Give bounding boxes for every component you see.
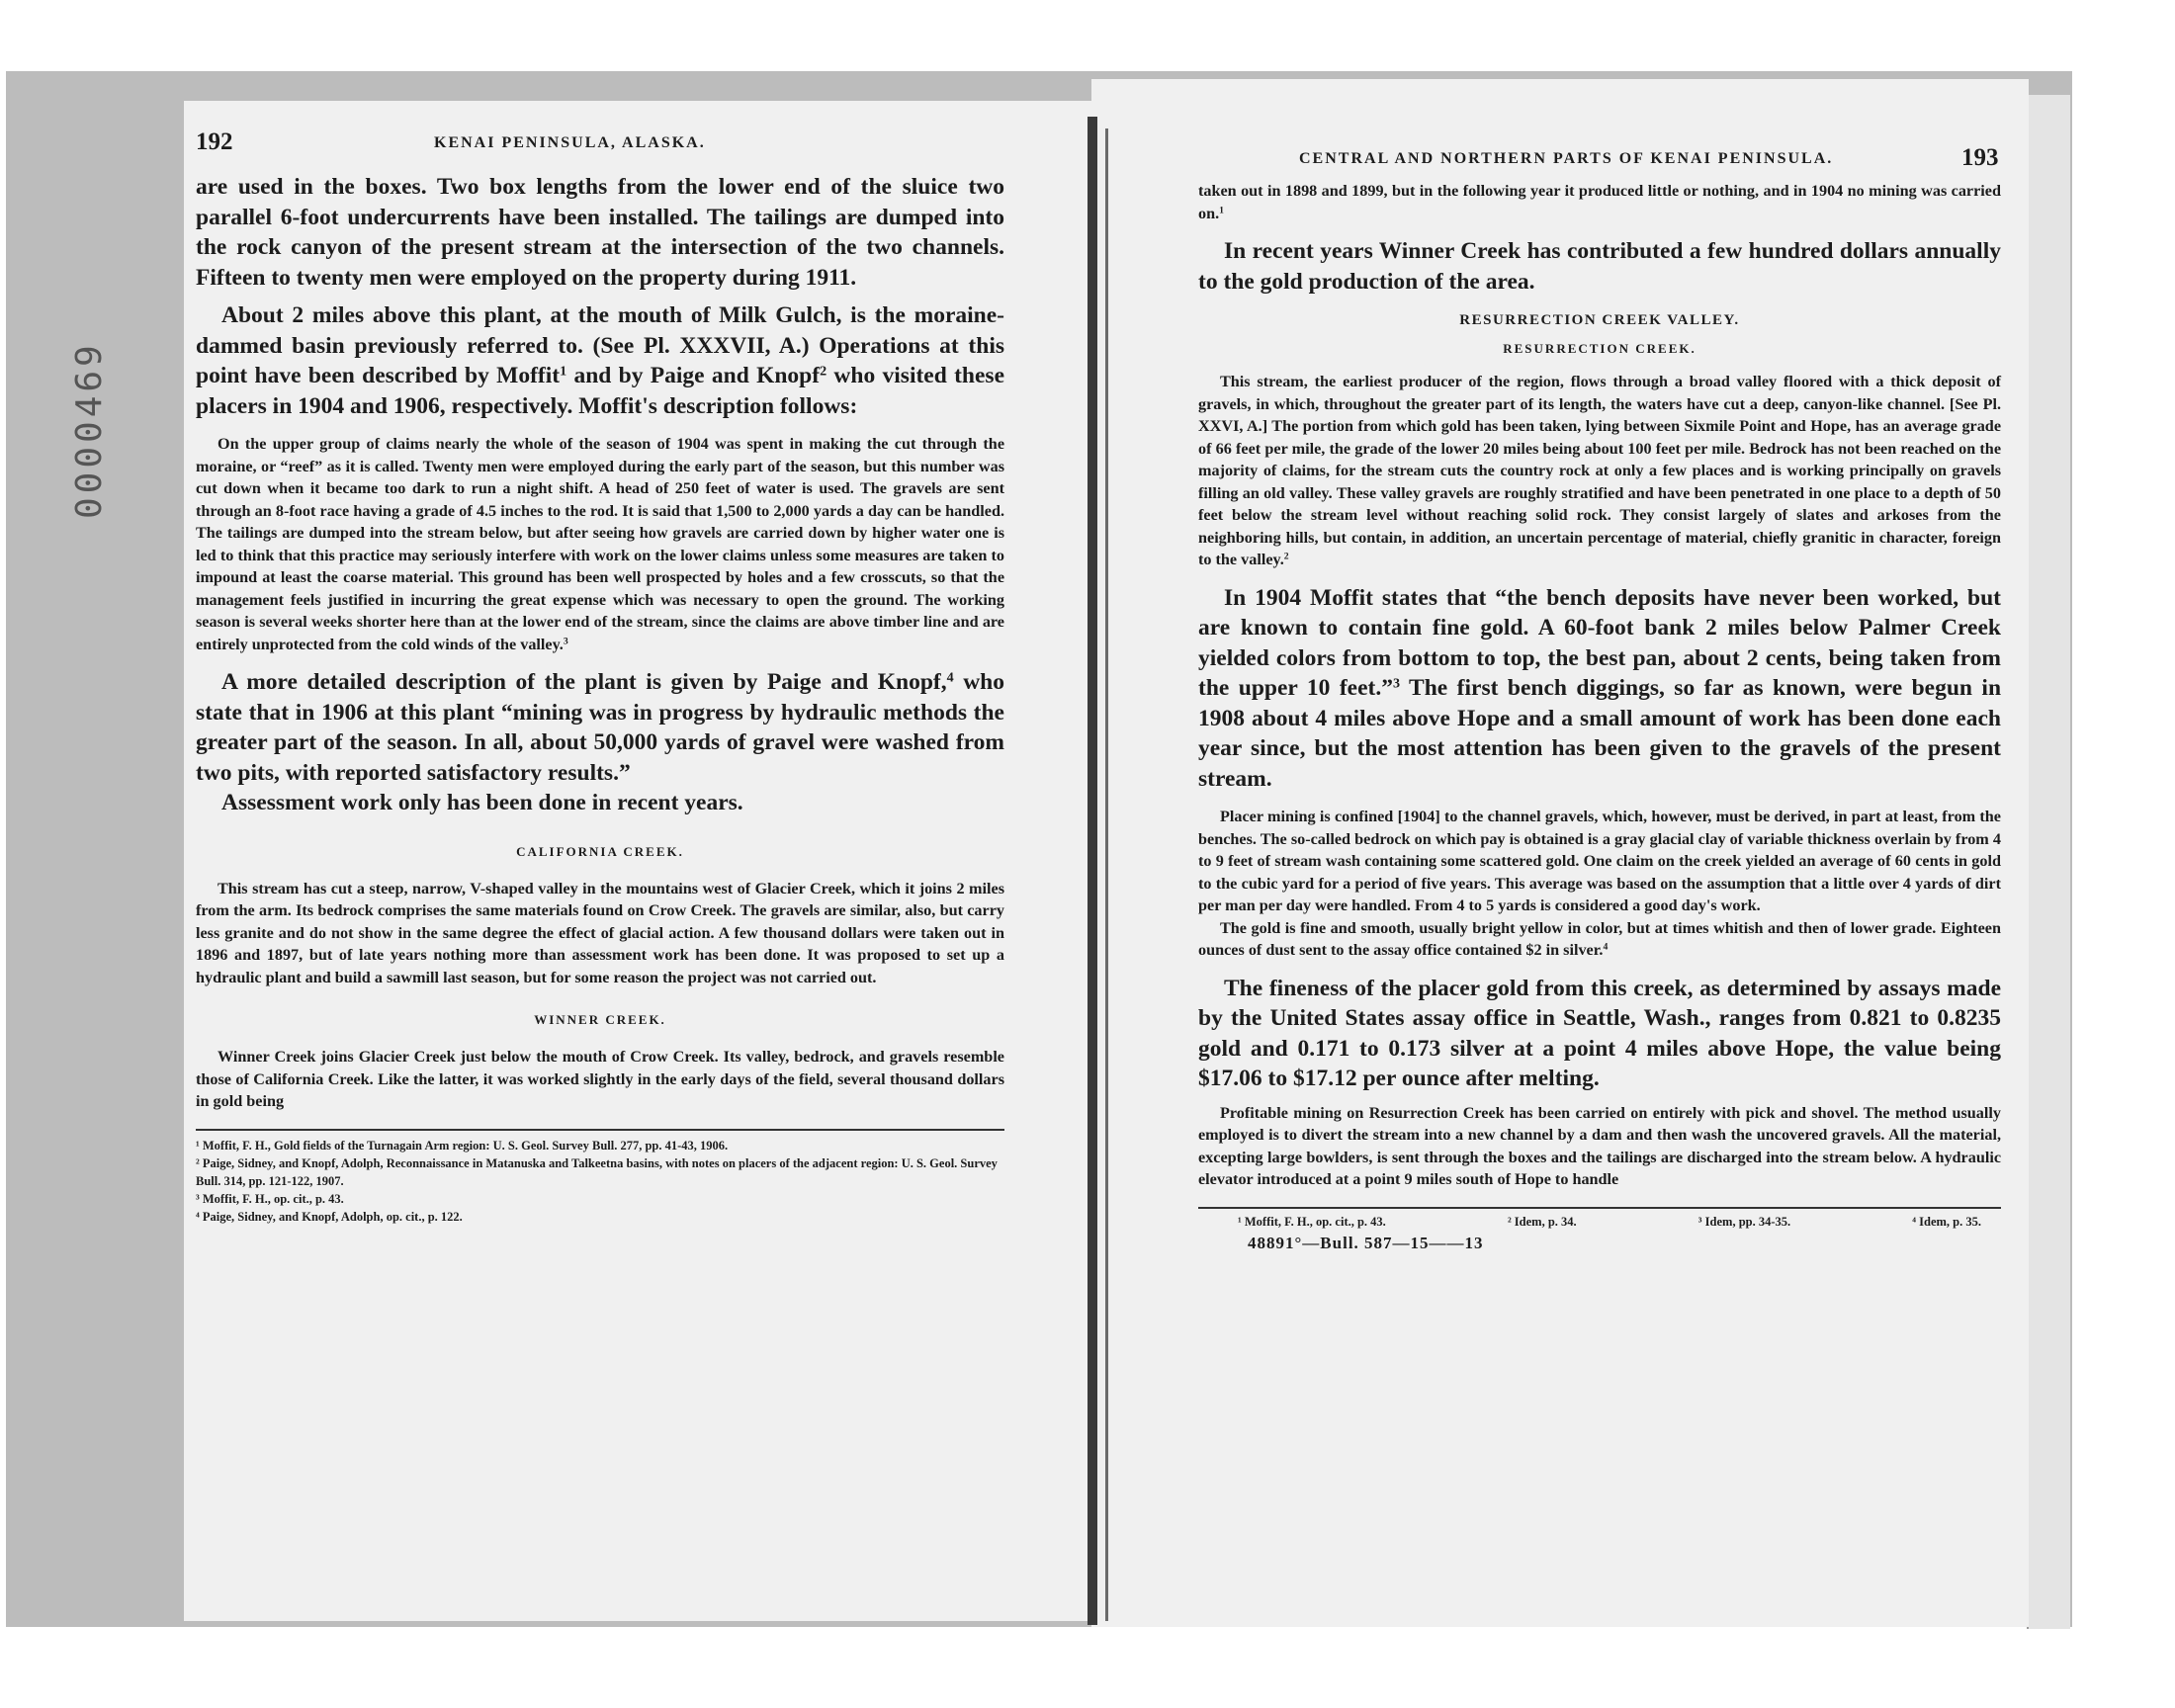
signature-line: 48891°—Bull. 587—15——13 [1248, 1233, 1484, 1252]
running-head-right: CENTRAL AND NORTHERN PARTS OF KENAI PENINSULA. [1299, 150, 1834, 167]
footnote-mark: 4 [946, 669, 954, 686]
paragraph-part: About 2 miles above this plant, at the mouth of Milk Gulch, is the moraine-dammed basin previously referred to. (See Pl. XXXVII, A.) Operations at this point have been described by Moffit [196, 302, 1004, 388]
right-text-column [1198, 180, 2001, 1253]
footnote: ¹ Moffit, F. H., op. cit., p. 43. [1238, 1214, 1386, 1229]
quote-text: On the upper group of claims nearly the whole of the season of 1904 was spent in making the cut through the moraine, or “reef” as it is called. Twenty men were employed during the early part of the season, but this number was cut down when it became too dark to run a night shift. A head of 250 feet of water is used. The gravels are sent through an 8-foot race having a grade of 4.5 inches to the rod. It is said that 1,500 to 2,000 yards a day can be handled. The tailings are dumped into the stream below, but after seeing how gravels are carried down by higher water one is led to think that this practice may seriously interfere with work on the lower claims unless some measures are taken to impound at least the coarse material. This ground has been well prospected by holes and a few crosscuts, so that the management feels justified in incurring the great expense which was necessary to open the ground. The working season is several weeks shorter here than at the lower end of the stream, since the claims are above timber line and are entirely unprotected from the cold winds of the valley. [196, 435, 1004, 653]
footnote: ³ Idem, pp. 34-35. [1697, 1214, 1791, 1229]
section-heading-california-creek: CALIFORNIA CREEK. [516, 843, 684, 859]
quote-text: This stream, the earliest producer of the region, flows through a broad valley floored with a thick deposit of gravels, in which, throughout the greater part of its length, the waters have cut a deep, canyon-like channel. [See Pl. XXVI, A.] The portion from which gold has been taken, lying between Sixmile Point and Hope, has an average grade of 66 feet per mile, the grade of the lower 20 miles being about 100 feet per mile. Bedrock has not been reached on the majority of claims, for the stream cuts the country rock at only a few places and is working principally on gravels filling an old valley. These valley gravels are roughly stratified and have been penetrated in one place to a depth of 50 feet below the stream level without reaching solid rock. They consist largely of slates and arkoses from the neighboring hills, but contain, in addition, an uncertain percentage of material, chiefly granitic in character, foreign to the valley. [1198, 373, 2001, 568]
running-head-left: KENAI PENINSULA, ALASKA. [434, 134, 706, 151]
paragraph: Assessment work only has been done in recent years. [221, 790, 743, 815]
section-heading-resurrection-creek: RESURRECTION CREEK. [1503, 341, 1696, 356]
left-page [184, 101, 1093, 1621]
paragraph-part: In 1904 Moffit states that “the bench deposits have never been worked, but are known to contain fine gold. A 60-foot bank 2 miles below Palmer Creek yielded colors from bottom to top, the best pan, about 2 cents, being taken from the upper 10 feet.” [1198, 584, 2001, 701]
section-heading-winner-creek: WINNER CREEK. [534, 1012, 666, 1027]
paragraph-part: who visited these placers in 1904 and 1906, respectively. Moffit's description follows: [196, 363, 1004, 419]
footnote-mark: 4 [1603, 941, 1609, 953]
page-number-right: 193 [1961, 144, 1999, 171]
footnote-divider [196, 1129, 1004, 1131]
footnote-mark: 1 [1219, 205, 1225, 216]
right-page [1091, 79, 2029, 1627]
footnote: ¹ Moffit, F. H., Gold fields of the Turnagain Arm region: U. S. Geol. Survey Bull. 277, pp. 41-43, 1906. [196, 1138, 729, 1153]
footnote-mark: 2 [820, 363, 827, 380]
section-heading-resurrection-valley: RESURRECTION CREEK VALLEY. [1459, 312, 1740, 328]
paragraph-part: who state that in 1906 at this plant “mining was in progress by hydraulic methods the greater part of the season. In all, about 50,000 yards of gravel were washed from two pits, with reported satisfactory results.” [196, 669, 1004, 786]
paragraph: The fineness of the placer gold from this creek, as determined by assays made by the United States assay office in Seattle, Wash., ranges from 0.821 to 0.8235 gold and 0.171 to 0.173 silver at a point 4 miles above Hope, the value being $17.06 to $17.12 per ounce after melting. [1198, 975, 2001, 1091]
paragraph: are used in the boxes. Two box lengths from the lower end of the sluice two parallel 6-foot undercurrents have been installed. The tailings are dumped into the rock canyon of the present stream at the intersection of the two channels. Fifteen to twenty men were employed on the property during 1911. [196, 174, 1004, 291]
block-quote [1198, 371, 2001, 571]
paragraph [196, 300, 1004, 421]
paragraph [196, 667, 1004, 788]
block-quote [1198, 917, 2001, 962]
footnote: ² Idem, p. 34. [1507, 1214, 1577, 1229]
paragraph [1198, 583, 2001, 795]
page-number-left: 192 [196, 128, 233, 155]
archive-stamp-number: 0000469 [69, 341, 110, 519]
paragraph: Profitable mining on Resurrection Creek has been carried on entirely with pick and shovel. The method usually employed is to divert the stream into a new channel by a dam and then wash the uncovered gravels. All the material, excepting large bowlders, is sent through the boxes and the tailings are discharged into the stream below. A hydraulic elevator introduced at a point 9 miles south of Hope to handle [1198, 1103, 2001, 1188]
paragraph-part: A more detailed description of the plant is given by Paige and Knopf, [221, 669, 947, 695]
footnote-mark: 3 [563, 636, 568, 647]
footnote-mark: 1 [560, 363, 567, 380]
footnote-mark: 2 [1283, 551, 1289, 562]
quote-text: The gold is fine and smooth, usually bright yellow in color, but at times whitish and then of lower grade. Eighteen ounces of dust sent to the assay office contained $2 in silver. [1198, 918, 2001, 959]
book-gutter [1088, 117, 1097, 1625]
footnote-divider [1198, 1207, 2001, 1209]
left-text-column [196, 172, 1004, 1226]
scan-page-edge [2027, 95, 2070, 1629]
footnote-mark: 3 [1392, 675, 1401, 692]
paragraph: Winner Creek joins Glacier Creek just below the mouth of Crow Creek. Its valley, bedrock, and gravels resemble those of California Creek. Like the latter, it was worked slightly in the early days of the field, several thousand dollars in gold being [196, 1048, 1004, 1110]
block-quote: Placer mining is confined [1904] to the channel gravels, which, however, must be derived, in part at least, from the benches. The so-called bedrock on which pay is obtained is a gray glacial clay of variable thickness overlain by from 4 to 9 feet of stream wash containing some scattered gold. One claim on the creek yielded an average of 60 cents in gold to the cubic yard for a period of five years. This average was based on the assumption that a little over 4 yards of dirt per man per day were handled. From 4 to 5 yards is considered a good day's work. [1198, 808, 2001, 914]
footnote: ⁴ Paige, Sidney, and Knopf, Adolph, op. cit., p. 122. [196, 1209, 463, 1224]
paragraph: This stream has cut a steep, narrow, V-shaped valley in the mountains west of Glacier Creek, which it joins 2 miles from the arm. Its bedrock comprises the same materials found on Crow Creek. The gravels are similar, also, but carry less granite and do not show in the same degree the effect of glacial action. A few thousand dollars were taken out in 1896 and 1897, but of late years nothing more than assessment work has been done. It was proposed to set up a hydraulic plant and build a sawmill last season, but for some reason the project was not carried out. [196, 879, 1004, 986]
block-quote [196, 433, 1004, 655]
footnote-row [1198, 1215, 2001, 1230]
paragraph-part: The first bench diggings, so far as known, were begun in 1908 about 4 miles above Hope and a small amount of work has been done each year since, but the most attention has been given to the gravels of the present stream. [1198, 675, 2002, 792]
paragraph [1198, 180, 2001, 224]
footnote: ³ Moffit, F. H., op. cit., p. 43. [196, 1191, 344, 1206]
archive-stamp [69, 277, 129, 563]
paragraph-part: and by Paige and Knopf [566, 363, 821, 388]
paragraph: In recent years Winner Creek has contributed a few hundred dollars annually to the gold production of the area. [1198, 238, 2001, 295]
footnote: ⁴ Idem, p. 35. [1912, 1214, 1981, 1229]
paragraph-part: taken out in 1898 and 1899, but in the following year it produced little or nothing, and in 1904 no mining was carried on. [1198, 182, 2001, 222]
gutter-line [1105, 128, 1108, 1621]
footnote: ² Paige, Sidney, and Knopf, Adolph, Reconnaissance in Matanuska and Talkeetna basins, with notes on placers of the adjacent region: U. S. Geol. Survey Bull. 314, pp. 121-122, 1907. [196, 1155, 998, 1188]
